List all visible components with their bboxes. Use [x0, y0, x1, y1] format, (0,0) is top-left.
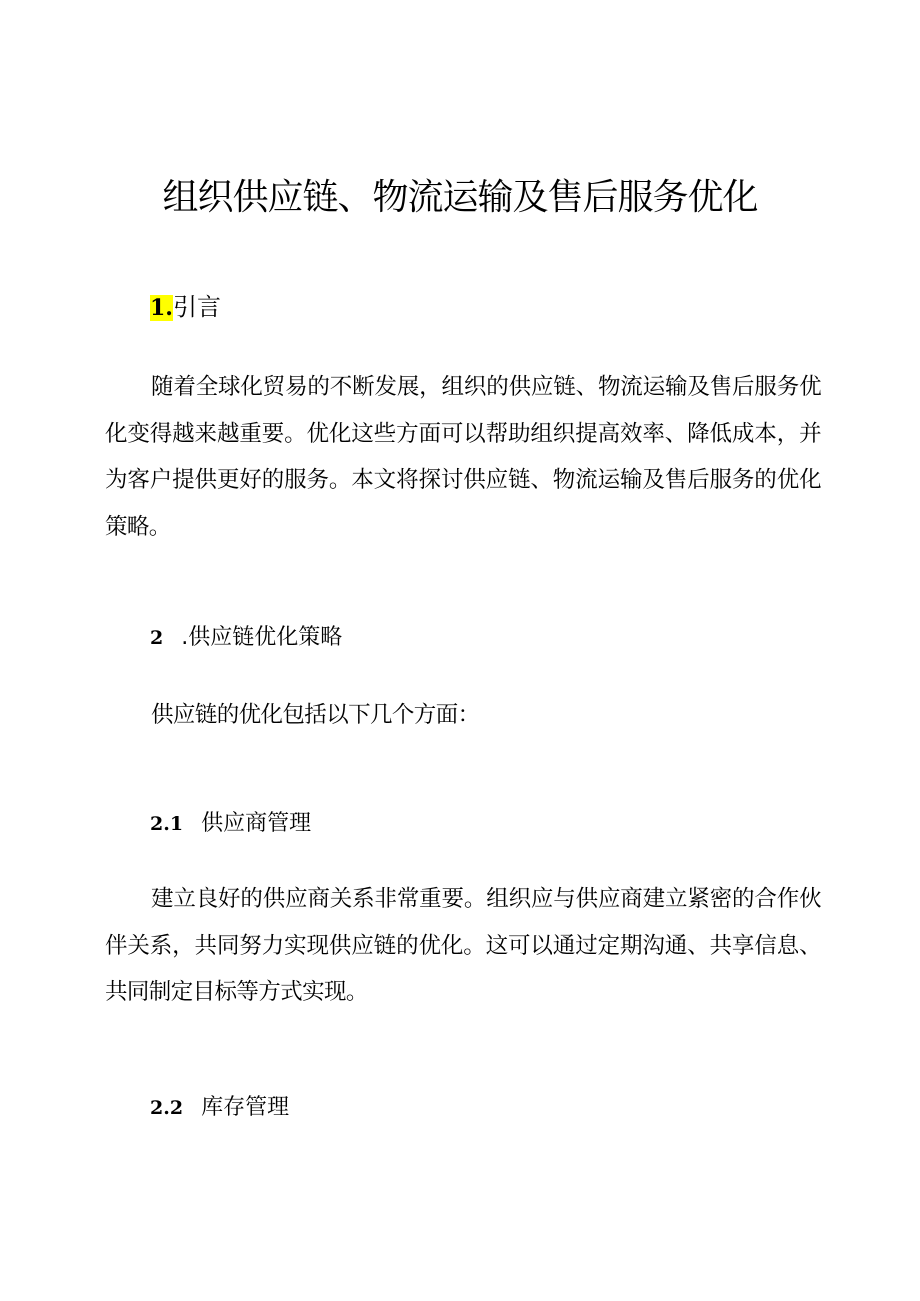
section-heading-supplier-management — [150, 808, 311, 840]
supplier-management-paragraph: 建立良好的供应商关系非常重要。组织应与供应商建立紧密的合作伙伴关系，共同努力实现供应链的优化。这可以通过定期沟通、共享信息、共同制定目标等方式实现。 — [105, 886, 821, 1005]
section-number: 2.1 — [150, 813, 184, 835]
document-title: 组织供应链、物流运输及售后服务优化 — [162, 177, 758, 218]
section-heading-intro — [150, 290, 221, 325]
section-number: 2.2 — [150, 1097, 184, 1119]
section-heading-text: 引言 — [172, 293, 221, 321]
section-number: 1. — [150, 295, 173, 321]
section-heading-inventory-management — [150, 1092, 289, 1124]
section-heading-text: 供应商管理 — [201, 811, 312, 836]
section-heading-text: 库存管理 — [201, 1095, 290, 1120]
section-heading-supply-chain — [150, 622, 342, 654]
section-heading-text: .供应链优化策略 — [181, 625, 343, 650]
intro-paragraph: 随着全球化贸易的不断发展，组织的供应链、物流运输及售后服务优化变得越来越重要。优化这些方面可以帮助组织提高效率、降低成本，并为客户提供更好的服务。本文将探讨供应链、物流运输及售后服务的优化策略。 — [105, 374, 821, 540]
section-number: 2 — [150, 627, 164, 649]
supply-chain-lead: 供应链的优化包括以下几个方面： — [151, 702, 480, 728]
